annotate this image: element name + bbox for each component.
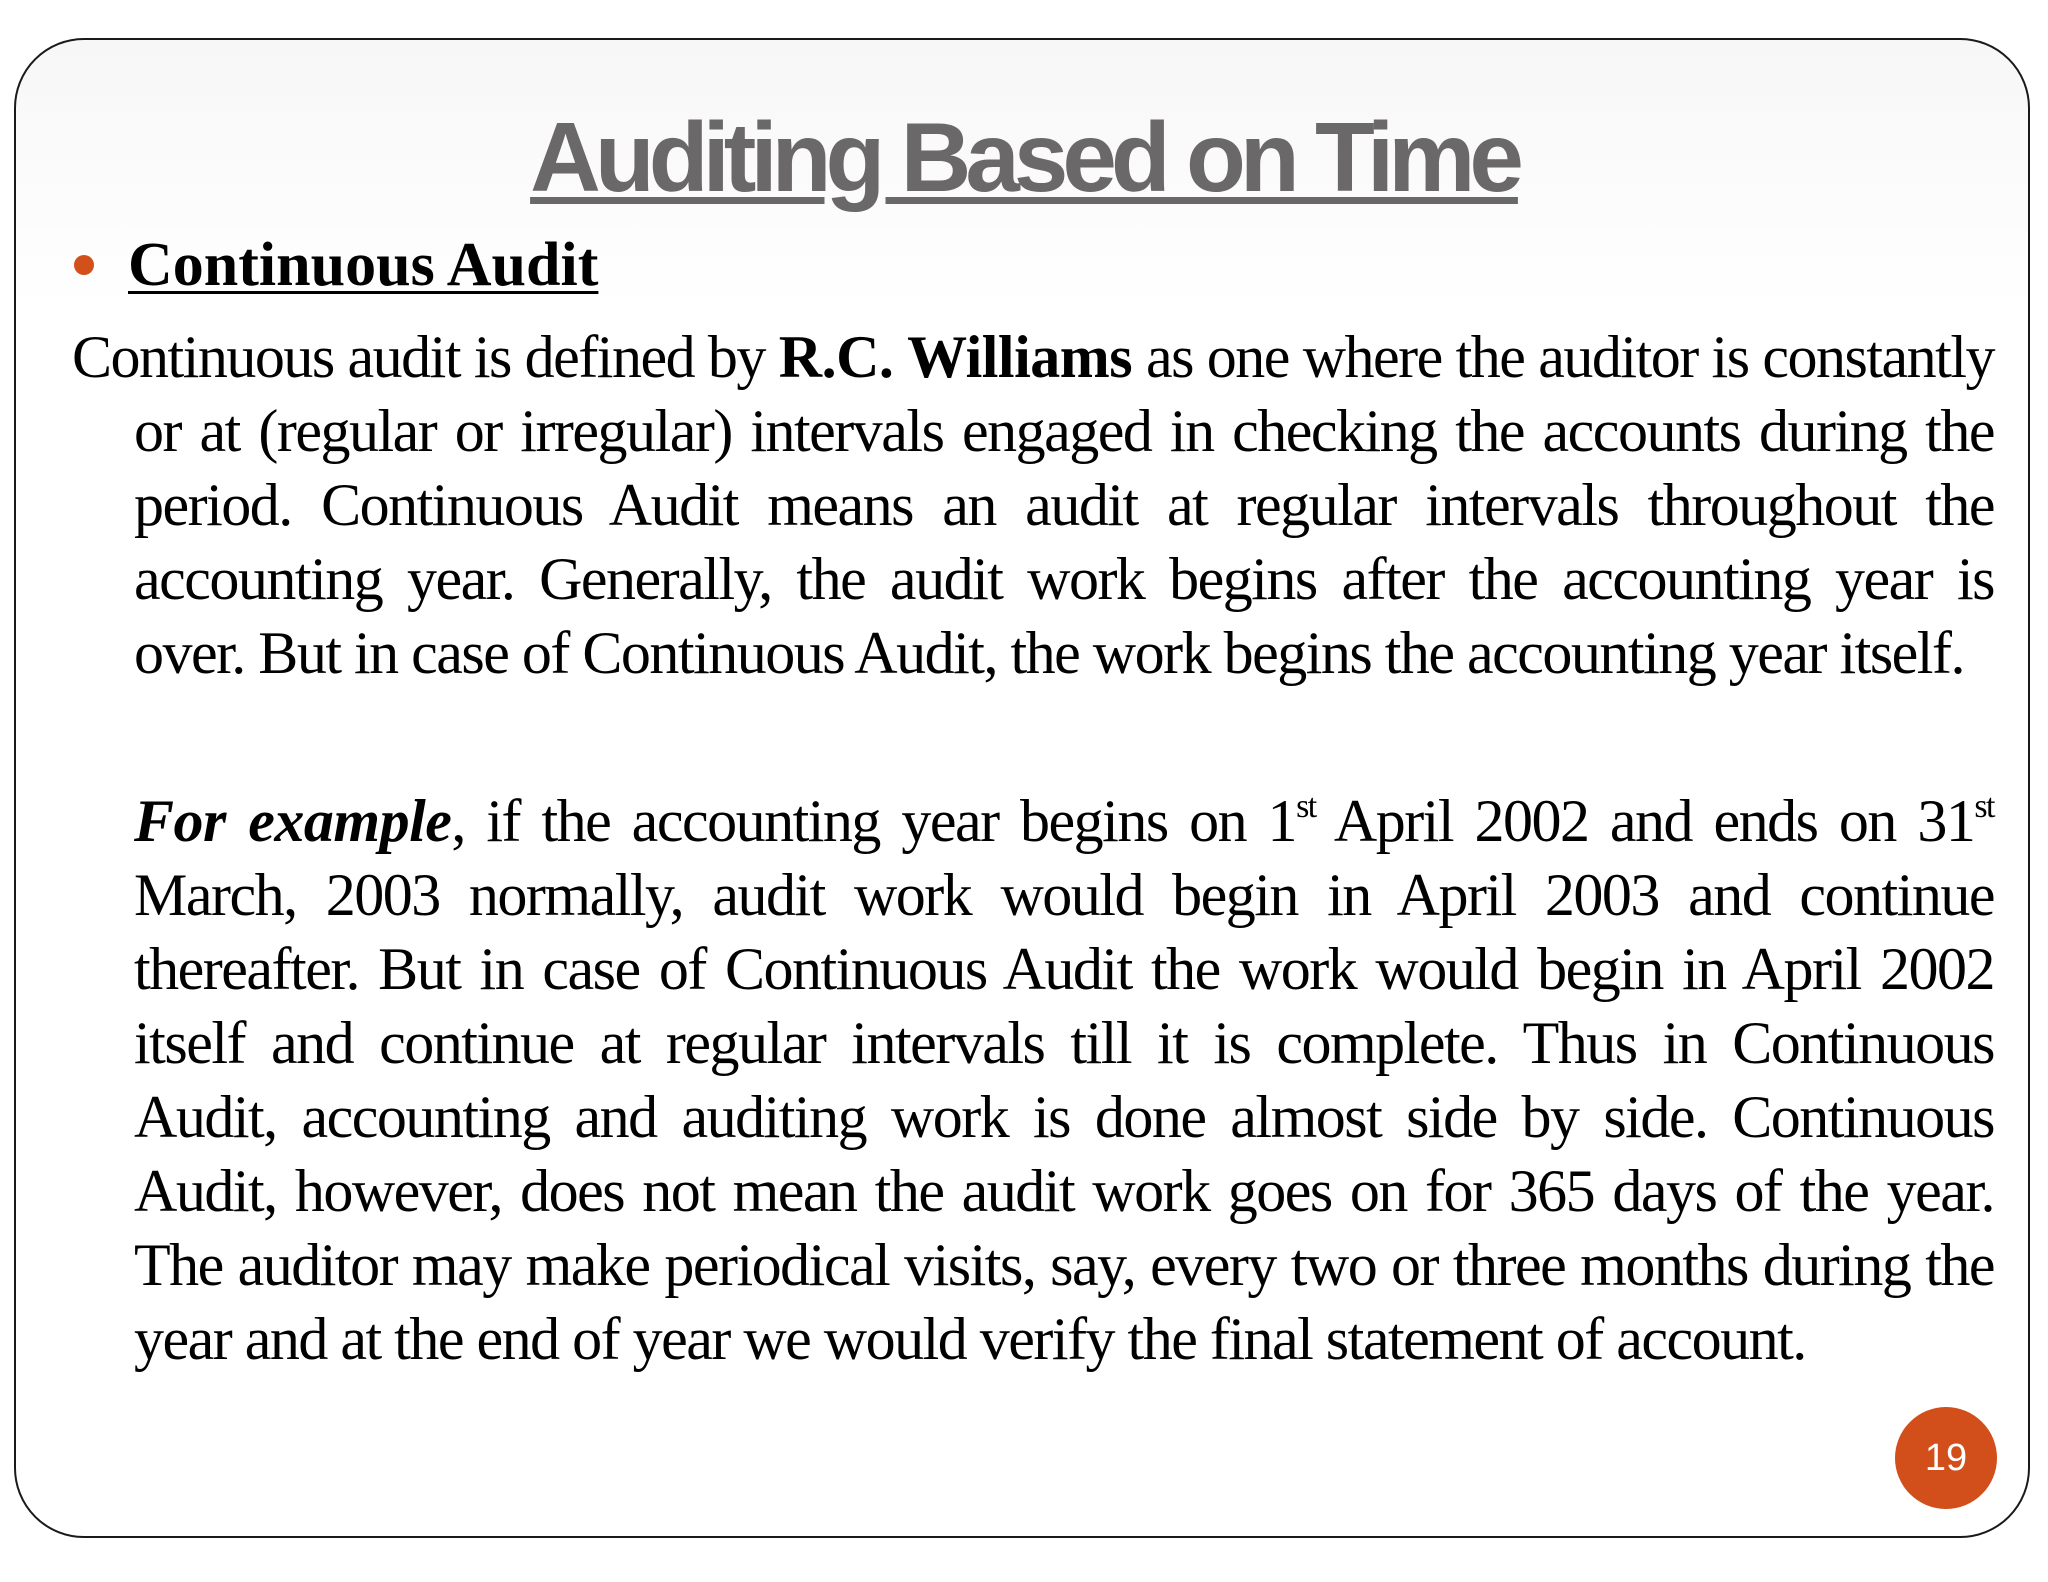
- example-text-b: April 2002 and ends on 31: [1315, 788, 1975, 854]
- ordinal-suffix-b: st: [1974, 788, 1995, 825]
- definition-rest: as one where the auditor is constantly or at (regular or irregular) intervals engaged in checking the accounts during the period. Continuous Audit means an audit at regular intervals throughout the accounting year. Generally, the audit work begins after the accounting year is over. But in case of Continuous Audit, the work begins the accounting year itself.: [134, 324, 1994, 686]
- author-name: R.C. Williams: [778, 324, 1133, 390]
- page-number-badge: [1895, 1407, 1997, 1509]
- page-number: 19: [1924, 1436, 1968, 1479]
- bullet-item: [74, 230, 598, 300]
- example-label: For example: [134, 788, 452, 854]
- definition-paragraph: [72, 320, 1994, 690]
- slide-title: Auditing Based on Time: [530, 102, 1518, 212]
- example-text-a: , if the accounting year begins on 1: [451, 788, 1297, 854]
- definition-intro: Continuous audit is defined by: [72, 324, 779, 390]
- example-paragraph: [72, 784, 1994, 1376]
- example-text-c: March, 2003 normally, audit work would begin in April 2003 and continue thereafter. But in case of Continuous Audit the work would begin in April 2002 itself and continue at regular intervals till it is complete. Thus in Continuous Audit, accounting and auditing work is done almost side by side. Continuous Audit, however, does not mean the audit work goes on for 365 days of the year. The auditor may make periodical visits, say, every two or three months during the year and at the end of year we would verify the final statement of account.: [134, 862, 1994, 1372]
- bullet-dot-icon: [74, 255, 94, 275]
- bullet-heading: Continuous Audit: [128, 230, 599, 299]
- ordinal-suffix-a: st: [1296, 788, 1316, 825]
